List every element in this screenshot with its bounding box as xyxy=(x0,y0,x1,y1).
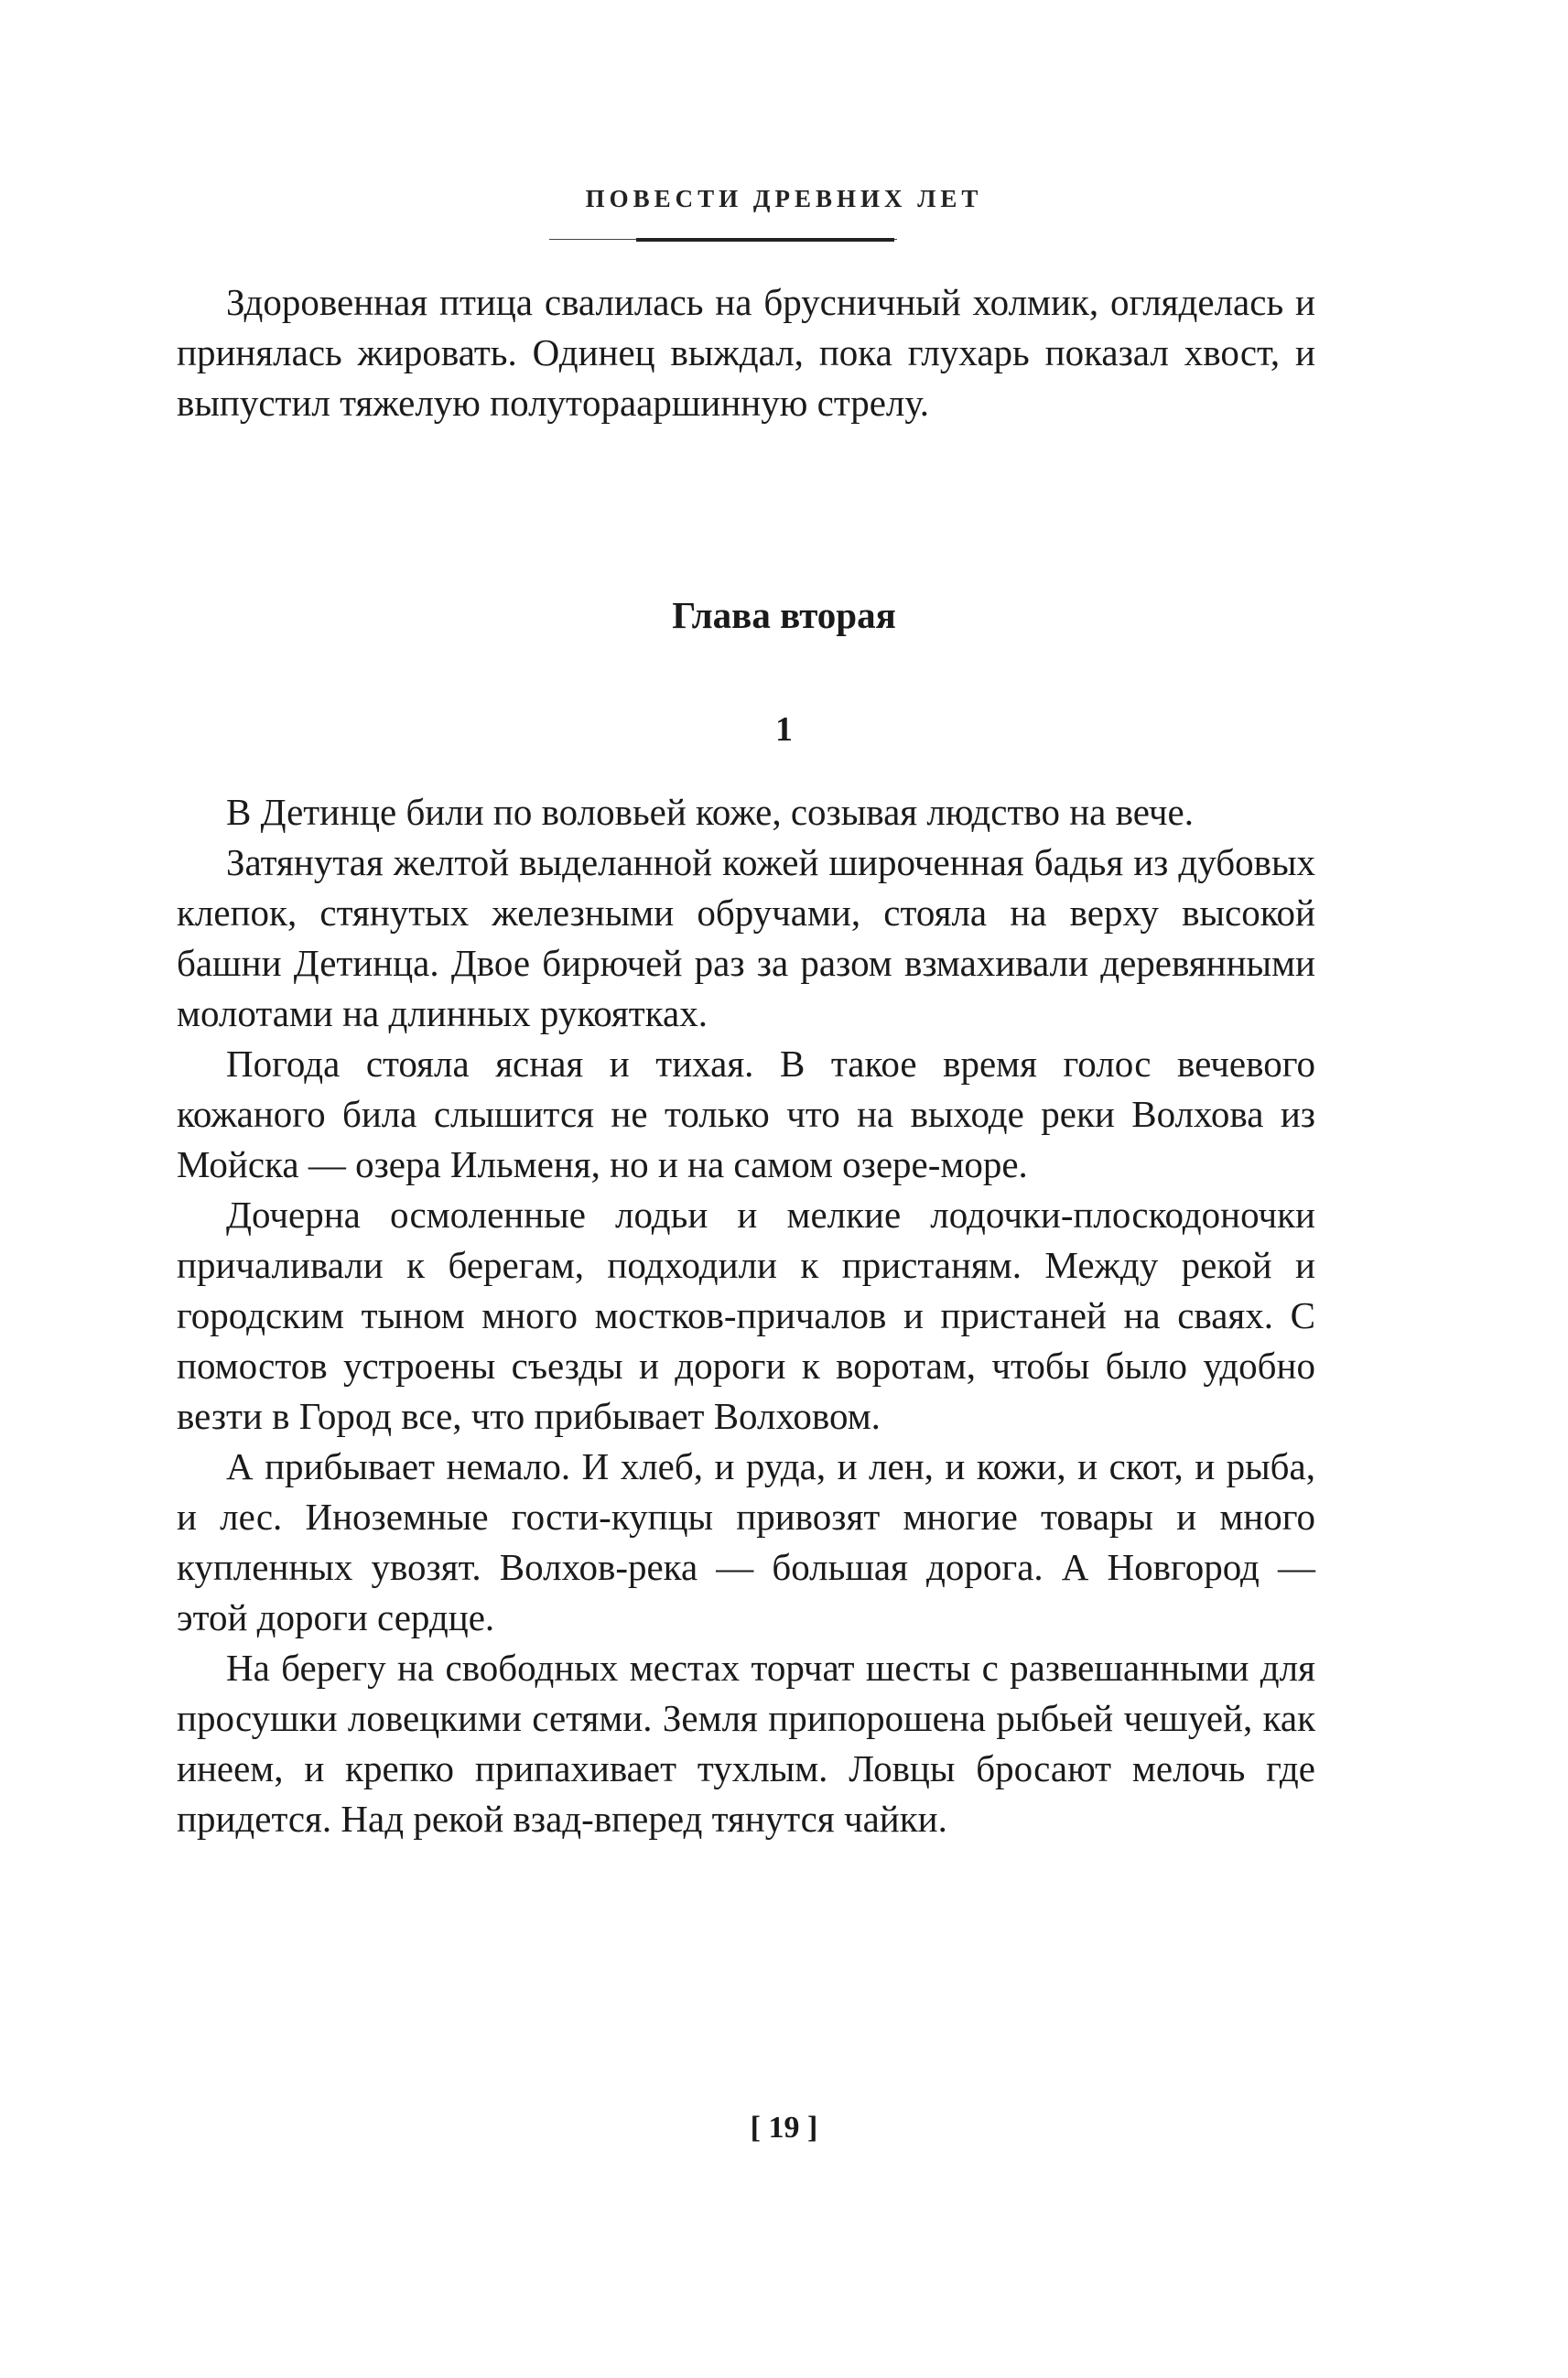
section-number: 1 xyxy=(775,710,793,749)
body-text xyxy=(177,787,1315,1844)
paragraph: Дочерна осмоленные лодьи и мелкие лодочки-плоскодоночки причаливали к берегам, подходили к пристаням. Между рекой и городским тыном много мостков-причалов и пристаней на сваях. С помостов устроены съезды и дороги к воротам, чтобы было удобно везти в Город все, что прибывает Волховом. xyxy=(177,1194,1315,1437)
intro-text xyxy=(177,277,1315,428)
chapter-title: Глава вторая xyxy=(672,594,896,636)
paragraph: Затянутая желтой выделанной кожей широченная бадья из дубовых клепок, стянутых железными обручами, стояла на верху высокой башни Детинца. Двое бирючей раз за разом взмахивали деревянными молотами на длинных рукоятках. xyxy=(177,841,1315,1034)
running-head: ПОВЕСТИ ДРЕВНИХ ЛЕТ xyxy=(585,185,983,212)
paragraph: На берегу на свободных местах торчат шесты с развешанными для просушки ловецкими сетями. Земля припорошена рыбьей чешуей, как инеем, и крепко припахивает тухлым. Ловцы бросают мелочь где придется. Над рекой взад-вперед тянутся чайки. xyxy=(177,1647,1315,1840)
intro-paragraph: Здоровенная птица свалилась на брусничный холмик, огляделась и принялась жировать. Одинец выждал, пока глухарь показал хвост, и выпустил тяжелую полутoраaршинную стрелу. xyxy=(177,281,1315,424)
paragraph: А прибывает немало. И хлеб, и руда, и лен, и кожи, и скот, и рыба, и лес. Иноземные гости-купцы привозят многие товары и много купленных увозят. Волхов-река — большая дорога. А Новгород — этой дороги сердце. xyxy=(177,1445,1315,1638)
paragraph: Погода стояла ясная и тихая. В такое время голос вечевого кожаного била слышится не только что на выходе реки Волхова из Мойска — озера Ильменя, но и на самом озере-море. xyxy=(177,1043,1315,1185)
paragraph: В Детинце били по воловьей коже, созывая людство на вече. xyxy=(226,791,1194,833)
page-number: [ 19 ] xyxy=(750,2111,818,2145)
running-head-rule-bold xyxy=(636,238,894,242)
